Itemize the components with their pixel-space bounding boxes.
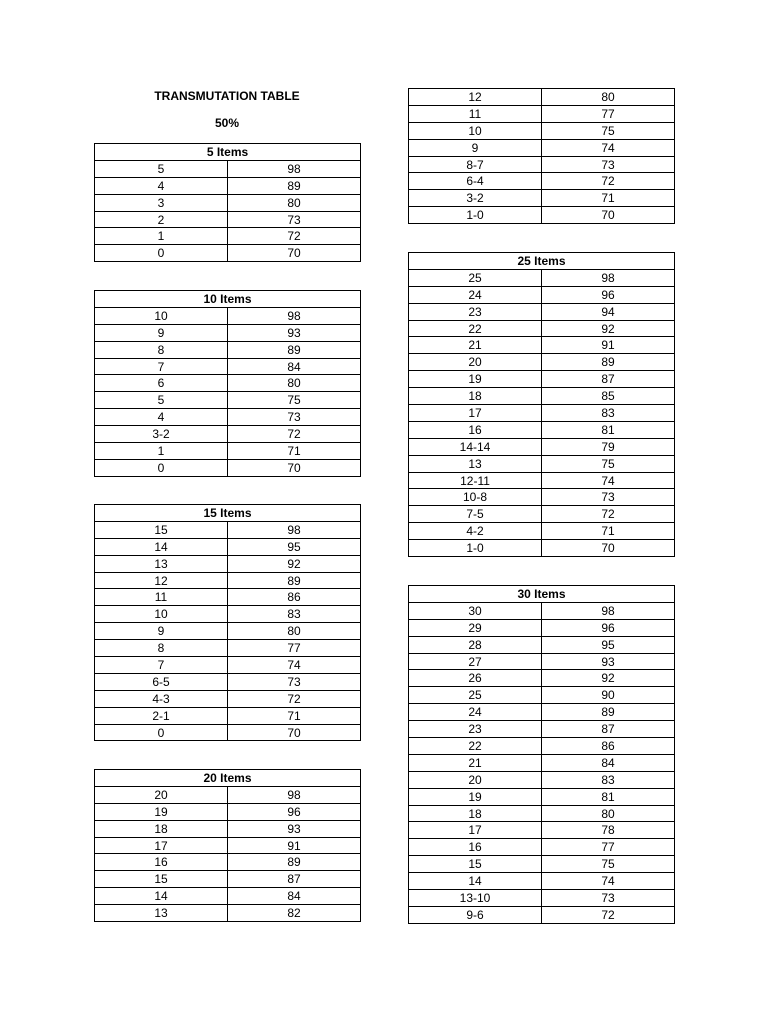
grade-cell: 83 bbox=[542, 771, 675, 788]
grade-cell: 89 bbox=[228, 854, 361, 871]
score-cell: 4 bbox=[95, 177, 228, 194]
score-cell: 7-5 bbox=[409, 506, 542, 523]
table-heading: 5 Items bbox=[95, 144, 361, 161]
score-cell: 19 bbox=[409, 788, 542, 805]
score-cell: 8-7 bbox=[409, 156, 542, 173]
score-cell: 19 bbox=[409, 371, 542, 388]
table-row bbox=[95, 459, 361, 476]
table-row bbox=[95, 409, 361, 426]
table-row bbox=[95, 606, 361, 623]
table-row bbox=[409, 619, 675, 636]
table-row bbox=[409, 388, 675, 405]
grade-cell: 74 bbox=[228, 657, 361, 674]
grade-cell: 73 bbox=[228, 673, 361, 690]
table-row bbox=[409, 207, 675, 224]
grade-cell: 81 bbox=[542, 788, 675, 805]
table-30-items bbox=[408, 585, 675, 924]
page-subtitle: 50% bbox=[214, 116, 240, 130]
table-row bbox=[409, 721, 675, 738]
score-cell: 9 bbox=[95, 324, 228, 341]
table-row bbox=[95, 589, 361, 606]
grade-cell: 96 bbox=[228, 803, 361, 820]
score-cell: 5 bbox=[95, 160, 228, 177]
table-row bbox=[95, 690, 361, 707]
score-cell: 9 bbox=[409, 139, 542, 156]
score-cell: 1-0 bbox=[409, 207, 542, 224]
grade-cell: 93 bbox=[542, 653, 675, 670]
score-cell: 11 bbox=[409, 105, 542, 122]
score-cell: 17 bbox=[409, 822, 542, 839]
score-cell: 10-8 bbox=[409, 489, 542, 506]
table-row bbox=[409, 438, 675, 455]
table-15-items bbox=[94, 504, 361, 741]
score-cell: 12 bbox=[95, 572, 228, 589]
score-cell: 19 bbox=[95, 803, 228, 820]
grade-cell: 92 bbox=[542, 320, 675, 337]
score-cell: 18 bbox=[95, 820, 228, 837]
table-row bbox=[409, 687, 675, 704]
score-cell: 4 bbox=[95, 409, 228, 426]
table-row bbox=[95, 392, 361, 409]
grade-cell: 80 bbox=[228, 375, 361, 392]
table-row bbox=[95, 657, 361, 674]
table-row bbox=[409, 139, 675, 156]
grade-cell: 82 bbox=[228, 905, 361, 922]
score-cell: 23 bbox=[409, 721, 542, 738]
table-row bbox=[409, 89, 675, 106]
table-row bbox=[95, 538, 361, 555]
grade-cell: 70 bbox=[228, 724, 361, 741]
table-5-items bbox=[94, 143, 361, 262]
score-cell: 10 bbox=[409, 122, 542, 139]
table-row bbox=[95, 707, 361, 724]
table-row bbox=[409, 405, 675, 422]
table-row bbox=[95, 324, 361, 341]
grade-cell: 85 bbox=[542, 388, 675, 405]
score-cell: 6-4 bbox=[409, 173, 542, 190]
grade-cell: 84 bbox=[542, 754, 675, 771]
score-cell: 1 bbox=[95, 443, 228, 460]
score-cell: 3-2 bbox=[409, 190, 542, 207]
grade-cell: 92 bbox=[228, 555, 361, 572]
score-cell: 4-2 bbox=[409, 523, 542, 540]
grade-cell: 89 bbox=[228, 341, 361, 358]
table-heading-row bbox=[95, 770, 361, 787]
grade-cell: 84 bbox=[228, 888, 361, 905]
table-row bbox=[409, 506, 675, 523]
score-cell: 29 bbox=[409, 619, 542, 636]
table-row bbox=[95, 194, 361, 211]
grade-cell: 89 bbox=[228, 572, 361, 589]
score-cell: 10 bbox=[95, 307, 228, 324]
grade-cell: 71 bbox=[228, 443, 361, 460]
table-row bbox=[409, 455, 675, 472]
grade-cell: 89 bbox=[542, 704, 675, 721]
score-cell: 26 bbox=[409, 670, 542, 687]
grade-cell: 98 bbox=[542, 269, 675, 286]
score-cell: 12 bbox=[409, 89, 542, 106]
grade-cell: 84 bbox=[228, 358, 361, 375]
table-row bbox=[409, 122, 675, 139]
table-row bbox=[95, 307, 361, 324]
score-cell: 2 bbox=[95, 211, 228, 228]
grade-cell: 71 bbox=[542, 523, 675, 540]
score-cell: 23 bbox=[409, 303, 542, 320]
table-row bbox=[409, 636, 675, 653]
score-cell: 13-10 bbox=[409, 890, 542, 907]
table-row bbox=[409, 105, 675, 122]
score-cell: 3-2 bbox=[95, 426, 228, 443]
score-cell: 12-11 bbox=[409, 472, 542, 489]
grade-cell: 96 bbox=[542, 286, 675, 303]
grade-cell: 74 bbox=[542, 873, 675, 890]
grade-cell: 98 bbox=[228, 786, 361, 803]
table-row bbox=[95, 854, 361, 871]
score-cell: 21 bbox=[409, 337, 542, 354]
score-cell: 18 bbox=[409, 388, 542, 405]
score-cell: 14 bbox=[95, 538, 228, 555]
score-cell: 10 bbox=[95, 606, 228, 623]
grade-cell: 77 bbox=[542, 105, 675, 122]
grade-cell: 72 bbox=[228, 426, 361, 443]
grade-cell: 73 bbox=[542, 156, 675, 173]
grade-cell: 95 bbox=[228, 538, 361, 555]
table-row bbox=[95, 572, 361, 589]
table-heading: 25 Items bbox=[409, 253, 675, 270]
score-cell: 14-14 bbox=[409, 438, 542, 455]
grade-cell: 74 bbox=[542, 139, 675, 156]
table-row bbox=[409, 421, 675, 438]
table-heading: 10 Items bbox=[95, 291, 361, 308]
score-cell: 20 bbox=[95, 786, 228, 803]
grade-cell: 78 bbox=[542, 822, 675, 839]
score-cell: 6 bbox=[95, 375, 228, 392]
grade-cell: 98 bbox=[228, 307, 361, 324]
grade-cell: 72 bbox=[542, 173, 675, 190]
grade-cell: 95 bbox=[542, 636, 675, 653]
table-row bbox=[95, 358, 361, 375]
grade-cell: 87 bbox=[542, 721, 675, 738]
score-cell: 14 bbox=[409, 873, 542, 890]
grade-cell: 80 bbox=[542, 805, 675, 822]
score-cell: 2-1 bbox=[95, 707, 228, 724]
score-cell: 27 bbox=[409, 653, 542, 670]
score-cell: 24 bbox=[409, 704, 542, 721]
table-row bbox=[95, 820, 361, 837]
grade-cell: 81 bbox=[542, 421, 675, 438]
grade-cell: 73 bbox=[228, 211, 361, 228]
table-row bbox=[409, 771, 675, 788]
table-row bbox=[409, 839, 675, 856]
table-row bbox=[409, 906, 675, 923]
table-row bbox=[409, 371, 675, 388]
score-cell: 7 bbox=[95, 358, 228, 375]
score-cell: 1 bbox=[95, 228, 228, 245]
table-row bbox=[409, 788, 675, 805]
grade-cell: 92 bbox=[542, 670, 675, 687]
table-row bbox=[95, 341, 361, 358]
grade-cell: 75 bbox=[542, 856, 675, 873]
score-cell: 22 bbox=[409, 738, 542, 755]
table-row bbox=[409, 670, 675, 687]
table-row bbox=[95, 521, 361, 538]
grade-cell: 77 bbox=[542, 839, 675, 856]
table-row bbox=[409, 754, 675, 771]
table-row bbox=[95, 245, 361, 262]
grade-cell: 83 bbox=[228, 606, 361, 623]
table-heading: 15 Items bbox=[95, 505, 361, 522]
score-cell: 15 bbox=[95, 521, 228, 538]
grade-cell: 98 bbox=[542, 602, 675, 619]
table-row bbox=[409, 320, 675, 337]
table-row bbox=[409, 523, 675, 540]
grade-cell: 91 bbox=[542, 337, 675, 354]
grade-cell: 70 bbox=[542, 207, 675, 224]
table-row bbox=[409, 489, 675, 506]
grade-cell: 72 bbox=[542, 906, 675, 923]
table-row bbox=[409, 602, 675, 619]
score-cell: 17 bbox=[409, 405, 542, 422]
page-title: TRANSMUTATION TABLE bbox=[154, 89, 300, 103]
table-row bbox=[409, 354, 675, 371]
score-cell: 25 bbox=[409, 269, 542, 286]
table-20-items-continued bbox=[408, 88, 675, 224]
grade-cell: 98 bbox=[228, 160, 361, 177]
grade-cell: 72 bbox=[542, 506, 675, 523]
grade-cell: 70 bbox=[228, 459, 361, 476]
grade-cell: 79 bbox=[542, 438, 675, 455]
score-cell: 18 bbox=[409, 805, 542, 822]
table-row bbox=[95, 555, 361, 572]
score-cell: 20 bbox=[409, 354, 542, 371]
grade-cell: 77 bbox=[228, 640, 361, 657]
score-cell: 0 bbox=[95, 459, 228, 476]
table-row bbox=[409, 805, 675, 822]
grade-cell: 86 bbox=[228, 589, 361, 606]
grade-cell: 94 bbox=[542, 303, 675, 320]
score-cell: 8 bbox=[95, 341, 228, 358]
table-row bbox=[95, 211, 361, 228]
score-cell: 13 bbox=[409, 455, 542, 472]
score-cell: 16 bbox=[95, 854, 228, 871]
table-row bbox=[409, 856, 675, 873]
table-25-items bbox=[408, 252, 675, 557]
grade-cell: 93 bbox=[228, 324, 361, 341]
table-row bbox=[409, 337, 675, 354]
grade-cell: 98 bbox=[228, 521, 361, 538]
score-cell: 21 bbox=[409, 754, 542, 771]
grade-cell: 71 bbox=[542, 190, 675, 207]
table-row bbox=[95, 640, 361, 657]
grade-cell: 80 bbox=[228, 623, 361, 640]
table-row bbox=[409, 738, 675, 755]
grade-cell: 70 bbox=[228, 245, 361, 262]
grade-cell: 75 bbox=[228, 392, 361, 409]
grade-cell: 80 bbox=[228, 194, 361, 211]
grade-cell: 91 bbox=[228, 837, 361, 854]
table-row bbox=[95, 905, 361, 922]
score-cell: 16 bbox=[409, 421, 542, 438]
table-row bbox=[95, 375, 361, 392]
table-heading-row bbox=[409, 586, 675, 603]
score-cell: 14 bbox=[95, 888, 228, 905]
table-heading: 20 Items bbox=[95, 770, 361, 787]
score-cell: 28 bbox=[409, 636, 542, 653]
table-row bbox=[95, 673, 361, 690]
grade-cell: 87 bbox=[228, 871, 361, 888]
table-heading-row bbox=[409, 253, 675, 270]
table-heading: 30 Items bbox=[409, 586, 675, 603]
grade-cell: 74 bbox=[542, 472, 675, 489]
score-cell: 17 bbox=[95, 837, 228, 854]
table-row bbox=[409, 269, 675, 286]
table-row bbox=[95, 228, 361, 245]
table-row bbox=[409, 286, 675, 303]
table-row bbox=[95, 837, 361, 854]
table-row bbox=[95, 160, 361, 177]
grade-cell: 73 bbox=[542, 890, 675, 907]
grade-cell: 72 bbox=[228, 228, 361, 245]
table-row bbox=[409, 822, 675, 839]
table-row bbox=[95, 623, 361, 640]
grade-cell: 72 bbox=[228, 690, 361, 707]
grade-cell: 96 bbox=[542, 619, 675, 636]
score-cell: 20 bbox=[409, 771, 542, 788]
grade-cell: 70 bbox=[542, 540, 675, 557]
grade-cell: 75 bbox=[542, 122, 675, 139]
score-cell: 3 bbox=[95, 194, 228, 211]
table-10-items bbox=[94, 290, 361, 477]
score-cell: 6-5 bbox=[95, 673, 228, 690]
table-row bbox=[409, 890, 675, 907]
grade-cell: 80 bbox=[542, 89, 675, 106]
score-cell: 9-6 bbox=[409, 906, 542, 923]
grade-cell: 93 bbox=[228, 820, 361, 837]
score-cell: 24 bbox=[409, 286, 542, 303]
table-row bbox=[409, 873, 675, 890]
score-cell: 4-3 bbox=[95, 690, 228, 707]
score-cell: 16 bbox=[409, 839, 542, 856]
score-cell: 8 bbox=[95, 640, 228, 657]
score-cell: 30 bbox=[409, 602, 542, 619]
table-row bbox=[409, 653, 675, 670]
score-cell: 7 bbox=[95, 657, 228, 674]
score-cell: 9 bbox=[95, 623, 228, 640]
table-heading-row bbox=[95, 144, 361, 161]
score-cell: 25 bbox=[409, 687, 542, 704]
table-20-items bbox=[94, 769, 361, 922]
score-cell: 11 bbox=[95, 589, 228, 606]
score-cell: 22 bbox=[409, 320, 542, 337]
score-cell: 13 bbox=[95, 905, 228, 922]
grade-cell: 87 bbox=[542, 371, 675, 388]
table-row bbox=[95, 786, 361, 803]
table-row bbox=[95, 426, 361, 443]
table-row bbox=[409, 303, 675, 320]
grade-cell: 71 bbox=[228, 707, 361, 724]
table-row bbox=[409, 472, 675, 489]
grade-cell: 73 bbox=[542, 489, 675, 506]
table-row bbox=[95, 724, 361, 741]
table-heading-row bbox=[95, 505, 361, 522]
table-row bbox=[95, 803, 361, 820]
score-cell: 15 bbox=[95, 871, 228, 888]
table-row bbox=[409, 190, 675, 207]
table-row bbox=[95, 443, 361, 460]
score-cell: 0 bbox=[95, 245, 228, 262]
table-heading-row bbox=[95, 291, 361, 308]
score-cell: 15 bbox=[409, 856, 542, 873]
grade-cell: 73 bbox=[228, 409, 361, 426]
score-cell: 5 bbox=[95, 392, 228, 409]
table-row bbox=[95, 888, 361, 905]
table-row bbox=[409, 540, 675, 557]
table-row bbox=[409, 173, 675, 190]
grade-cell: 89 bbox=[542, 354, 675, 371]
grade-cell: 90 bbox=[542, 687, 675, 704]
table-row bbox=[409, 156, 675, 173]
grade-cell: 83 bbox=[542, 405, 675, 422]
score-cell: 0 bbox=[95, 724, 228, 741]
score-cell: 13 bbox=[95, 555, 228, 572]
score-cell: 1-0 bbox=[409, 540, 542, 557]
table-row bbox=[95, 871, 361, 888]
table-row bbox=[95, 177, 361, 194]
grade-cell: 86 bbox=[542, 738, 675, 755]
grade-cell: 75 bbox=[542, 455, 675, 472]
grade-cell: 89 bbox=[228, 177, 361, 194]
table-row bbox=[409, 704, 675, 721]
